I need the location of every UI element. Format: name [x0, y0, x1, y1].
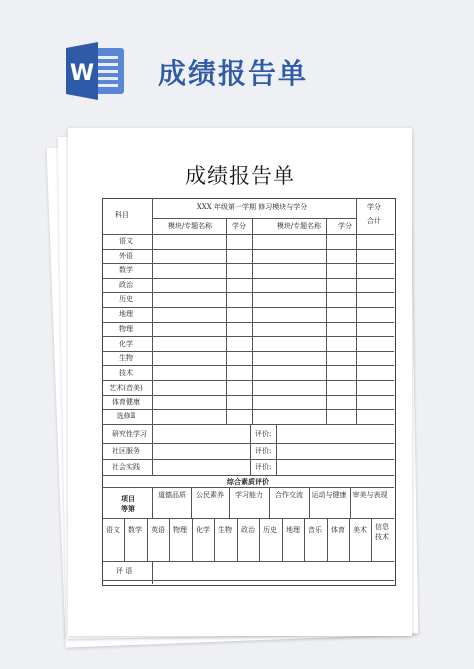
subject-label: 语文 — [119, 237, 133, 245]
logo-letter: W — [69, 61, 95, 86]
quality-item: 合作交流 — [275, 491, 303, 499]
total-header-bottom: 合计 — [367, 217, 381, 225]
subject-label: 历史 — [119, 295, 133, 303]
table-rule — [214, 518, 215, 561]
table-rule — [147, 518, 148, 561]
table-rule — [102, 459, 394, 460]
table-rule — [102, 518, 394, 519]
table-rule — [192, 518, 193, 561]
table-rule — [152, 198, 153, 424]
table-rule — [102, 409, 394, 410]
bottom-subject: 音乐 — [308, 526, 322, 534]
table-rule — [152, 561, 153, 584]
table-rule — [102, 443, 394, 444]
table-rule — [237, 518, 238, 561]
subject-label: 化学 — [119, 340, 133, 348]
subject-label: 选修Ⅱ — [116, 412, 136, 420]
activity-label: 社区服务 — [112, 447, 140, 455]
quality-item: 道德品质 — [158, 491, 186, 499]
table-rule — [371, 518, 372, 561]
evaluation-label: 评价: — [255, 447, 272, 455]
bottom-subject: 语文 — [106, 526, 120, 534]
module-header-left: 模块/专题名称 — [167, 222, 213, 230]
table-rule — [250, 424, 251, 475]
table-rule — [356, 198, 357, 218]
quality-item: 学习能力 — [235, 491, 263, 499]
table-rule — [124, 518, 125, 561]
table-rule — [102, 351, 394, 352]
table-rule — [327, 518, 328, 561]
quality-item: 运动与健康 — [311, 491, 347, 499]
table-rule — [191, 487, 192, 518]
bottom-subject: 信息 技术 — [375, 523, 389, 541]
table-rule — [102, 424, 394, 425]
table-rule — [276, 424, 277, 475]
table-rule — [304, 518, 305, 561]
table-rule — [102, 292, 394, 293]
table-rule — [226, 218, 227, 424]
quality-title: 综合素质评价 — [227, 477, 269, 486]
table-rule — [102, 307, 394, 308]
table-rule — [229, 487, 230, 518]
item-label: 项目 — [121, 494, 135, 503]
grade-header: XXX 年级第一学期 修习模块与学分 — [196, 203, 308, 211]
table-rule — [102, 380, 394, 381]
subject-label: 艺术(音美) — [109, 384, 143, 392]
table-rule — [102, 249, 394, 250]
credit-header-left: 学分 — [232, 222, 246, 230]
document-title: 成绩报告单 — [185, 164, 295, 188]
subject-label: 生物 — [119, 354, 133, 362]
table-rule — [326, 218, 327, 424]
table-rule — [152, 424, 153, 475]
report-sheet — [68, 128, 412, 636]
table-rule — [152, 487, 153, 518]
subject-label: 地理 — [119, 310, 133, 318]
table-rule — [169, 518, 170, 561]
table-rule — [102, 336, 394, 337]
activity-label: 社会实践 — [112, 463, 140, 471]
table-rule — [350, 487, 351, 518]
bottom-subject: 地理 — [286, 526, 300, 534]
bottom-subject: 美术 — [353, 526, 367, 534]
word-logo-icon — [62, 38, 128, 104]
table-rule — [102, 234, 394, 235]
bottom-subject: 物理 — [173, 526, 187, 534]
bottom-subject: 数学 — [128, 526, 142, 534]
module-header-right: 模块/专题名称 — [276, 222, 322, 230]
table-rule — [269, 487, 270, 518]
subject-label: 物理 — [119, 325, 133, 333]
table-rule — [102, 322, 394, 323]
subject-label: 体育健康 — [112, 398, 140, 406]
table-rule — [252, 218, 253, 424]
quality-item: 公民素养 — [196, 491, 224, 499]
table-rule — [102, 475, 394, 476]
total-header-top: 学分 — [367, 203, 381, 211]
table-rule — [259, 518, 260, 561]
table-rule — [349, 518, 350, 561]
table-rule — [102, 580, 394, 581]
bottom-subject: 历史 — [263, 526, 277, 534]
subject-label: 数学 — [119, 266, 133, 274]
bottom-subject: 体育 — [331, 526, 345, 534]
bottom-subject: 英语 — [151, 526, 165, 534]
table-rule — [102, 561, 394, 562]
evaluation-label: 评价: — [255, 463, 272, 471]
table-rule — [102, 263, 394, 264]
table-rule — [282, 518, 283, 561]
credit-header-right: 学分 — [338, 222, 352, 230]
page-title: 成绩报告单 — [158, 57, 309, 90]
subject-label: 外语 — [119, 252, 133, 260]
level-label: 等第 — [121, 504, 135, 513]
bottom-subject: 生物 — [218, 526, 232, 534]
subject-label: 技术 — [119, 369, 133, 377]
subject-header: 科目 — [115, 211, 129, 219]
evaluation-label: 评价: — [255, 430, 272, 438]
table-rule — [102, 365, 394, 366]
table-rule — [102, 395, 394, 396]
table-rule — [102, 278, 394, 279]
activity-label: 研究性学习 — [112, 430, 147, 438]
bottom-subject: 化学 — [196, 526, 210, 534]
table-rule — [356, 218, 357, 424]
subject-label: 政治 — [119, 281, 133, 289]
quality-item: 审美与表现 — [352, 491, 388, 499]
table-rule — [309, 487, 310, 518]
bottom-subject: 政治 — [241, 526, 255, 534]
comment-label: 评 语 — [116, 567, 133, 575]
